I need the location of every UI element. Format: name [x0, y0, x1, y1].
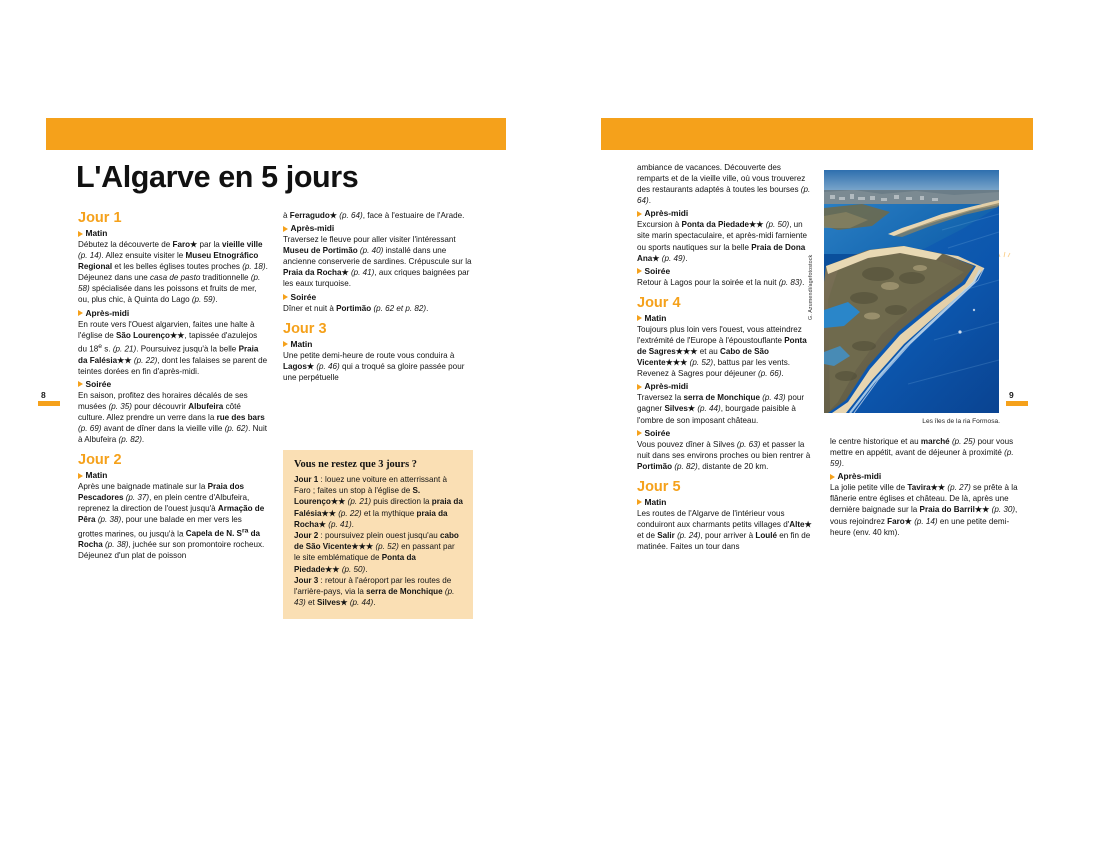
slot-soiree-day4	[637, 428, 812, 439]
slot-label: Après-midi	[644, 381, 689, 392]
triangle-bullet-icon	[830, 474, 835, 480]
day2-matin-text: Après une baignade matinale sur la Praia dos Pescadores (p. 37), en plein centre d'Albufeira, reprenez la direction de l'ouest jusqu'à Armação de Pêra (p. 38), pour une balade en mer vers les grottes marines, ou jusqu'à la Capela de N. $S^{ra}$ da Rocha (p. 38), juchée sur son promontoire rocheux. Déjeunez d'un plat de poisson	[78, 482, 265, 561]
slot-label: Matin	[290, 338, 313, 349]
slot-soiree-day3	[637, 266, 812, 277]
folio-right-rule	[1006, 401, 1028, 406]
photo-caption: Les îles de la ria Formosa.	[922, 418, 1000, 425]
slot-label: Soirée	[644, 265, 671, 276]
triangle-bullet-icon	[78, 310, 83, 316]
triangle-bullet-icon	[283, 341, 288, 347]
ria-formosa-photo	[824, 170, 999, 413]
left-column-two	[283, 210, 473, 383]
day-1-heading: Jour 1	[78, 210, 122, 226]
slot-label: Soirée	[644, 427, 671, 438]
day-4-heading: Jour 4	[637, 294, 681, 311]
slot-label: Matin	[644, 312, 667, 323]
slot-label: Après-midi	[290, 223, 335, 234]
triangle-bullet-icon	[637, 499, 642, 505]
day4-soiree-text: Vous pouvez dîner à Silves (p. 63) et passer la nuit dans ses environs proches ou bien rentrer à Portimão (p. 82), distante de 20 km.	[637, 439, 811, 471]
photo-credit: G. Azumendi/agefotostock	[808, 254, 814, 320]
triangle-bullet-icon	[78, 231, 83, 237]
triangle-bullet-icon	[637, 211, 642, 217]
triangle-bullet-icon	[283, 294, 288, 300]
day4-matin-text: Toujours plus loin vers l'ouest, vous atteindrez l'extrémité de l'Europe à l'époustouflante Ponta de Sagres★★★ et au Cabo de São Vicente★★★ (p. 52), battus par les vents. Revenez à Sagres pour déjeuner (p. 66).	[637, 324, 807, 379]
slot-label: Après-midi	[837, 471, 882, 482]
day-2-heading: Jour 2	[78, 452, 122, 469]
three-days-callout-box	[283, 450, 473, 619]
day4-apres-midi-text: Traversez la serra de Monchique (p. 43) pour gagner Silves★ (p. 44), bourgade paisible à l'ombre de son imposant château.	[637, 393, 805, 425]
callout-title: Vous ne restez que 3 jours ?	[294, 459, 417, 470]
slot-matin-day4	[637, 313, 812, 324]
triangle-bullet-icon	[78, 381, 83, 387]
day2-apres-midi-text: Traversez le fleuve pour aller visiter l'intéressant Museu de Portimão (p. 40) installé dans une ancienne conserverie de sardines. Crépuscule sur la Praia da Rocha★ (p. 41), aux criques baignées par les eaux turquoise.	[283, 235, 472, 289]
day5-apres-midi-text: La jolie petite ville de Tavira★★ (p. 27) se prête à la flânerie entre églises et château. De là, après une dernière baignade sur la Praia do Barril★★ (p. 30), vous rejoindrez Faro★ (p. 14) en une petite demi-heure (env. 40 km).	[830, 483, 1018, 537]
folio-right: 9	[1009, 390, 1014, 400]
triangle-bullet-icon	[637, 384, 642, 390]
day-3-heading: Jour 3	[283, 320, 327, 337]
day1-matin-text: Débutez la découverte de Faro★ par la vieille ville (p. 14). Allez ensuite visiter le Museu Etnográfico Regional et les belles églises toutes proches (p. 18). Déjeunez dans une casa de pasto traditionnelle (p. 58) spécialisée dans les poissons et fruits de mer, ou, plus chic, à Quinta do Lago (p. 59).	[78, 240, 268, 305]
day2-soiree-text: Dîner et nuit à Portimão (p. 62 et p. 82).	[283, 303, 429, 313]
slot-label: Matin	[85, 470, 108, 481]
slot-label: Après-midi	[85, 307, 130, 318]
day-5-heading: Jour 5	[637, 478, 681, 495]
right-column-one	[637, 162, 812, 552]
day1-apres-midi-text: En route vers l'Ouest algarvien, faites une halte à l'église de São Lourenço★★, tapissée d'azulejos du 18e s. (p. 21). Poursuivez jusqu'à la belle Praia da Falésia★★ (p. 22), dont les falaises se parent de teintes dorées en fin d'après-midi.	[78, 319, 268, 376]
slot-label: Soirée	[290, 291, 317, 302]
slot-matin-day5	[637, 497, 812, 508]
right-column-two	[830, 436, 1025, 538]
slot-label: Matin	[644, 496, 667, 507]
folio-left-rule	[38, 401, 60, 406]
left-header-bar	[46, 118, 506, 150]
day3-soiree-text: Retour à Lagos pour la soirée et la nuit (p. 83).	[637, 277, 805, 287]
left-column-one	[78, 210, 268, 562]
slot-label: Matin	[85, 228, 108, 238]
callout-day3: Jour 3 : retour à l'aéroport par les routes de l'arrière-pays, via la serra de Monchique (p. 43) et Silves★ (p. 44).	[294, 575, 455, 608]
slot-label: Soirée	[85, 378, 112, 389]
page-title: L'Algarve en 5 jours	[76, 160, 359, 194]
day3-matin-continued-text: ambiance de vacances. Découverte des remparts et de la vieille ville, où vous trouverez des restaurants adaptés à toutes les bourses (p. 64).	[637, 163, 811, 206]
folio-left: 8	[41, 390, 46, 400]
triangle-bullet-icon	[78, 473, 83, 479]
slot-apres-midi-day4	[637, 381, 812, 392]
slot-apres-midi-day2	[283, 223, 473, 234]
day5-matin-continued-text: le centre historique et au marché (p. 25) pour vous mettre en appétit, avant de déjeuner à proximité (p. 59).	[830, 437, 1014, 469]
triangle-bullet-icon	[637, 430, 642, 436]
triangle-bullet-icon	[637, 315, 642, 321]
callout-day2: Jour 2 : poursuivez plein ouest jusqu'au cabo de São Vicente★★★ (p. 52) en passant par le site emblématique de Ponta da Piedade★★ (p. 50).	[294, 531, 459, 574]
slot-apres-midi-day5	[830, 471, 1025, 482]
slot-label: Après-midi	[644, 208, 689, 219]
day5-matin-text: Les routes de l'Algarve de l'intérieur vous conduiront aux charmants petits villages d'Alte★ et de Salir (p. 24), pour arriver à Loulé en fin de matinée. Faites un tour dans	[637, 508, 812, 552]
slot-matin-day2	[78, 470, 268, 481]
callout-day1: Jour 1 : louez une voiture en atterrissant à Faro ; faites un stop à l'église de S. Lourenço★★ (p. 21) puis direction la praia da Falésia★★ (p. 22) et la mythique praia da Rocha★ (p. 41).	[294, 475, 463, 529]
day1-soiree-text: En saison, profitez des horaires décalés de ses musées (p. 35) pour découvrir Albufeira côté culture. Allez prendre un verre dans la rue des bars (p. 69) avant de dîner dans la vieille ville (p. 62). Nuit à Albufeira (p. 82).	[78, 390, 267, 445]
day3-matin-text: Une petite demi-heure de route vous conduira à Lagos★ (p. 46) qui a troqué sa gloire passée pour une perpétuelle	[283, 350, 465, 382]
slot-soiree-day1	[78, 379, 268, 390]
right-header-bar	[601, 118, 1033, 150]
slot-apres-midi-day3	[637, 208, 812, 219]
slot-matin-day1	[78, 228, 268, 239]
day2-matin-continued-text: à Ferragudo★ (p. 64), face à l'estuaire de l'Arade.	[283, 211, 465, 220]
slot-apres-midi-day1	[78, 308, 268, 319]
day3-apres-midi-text: Excursion à Ponta da Piedade★★ (p. 50), un site marin spectaculaire, et après-midi farniente ou sports nautiques sur la belle Praia de Dona Ana★ (p. 49).	[637, 220, 808, 263]
triangle-bullet-icon	[637, 268, 642, 274]
slot-matin-day3	[283, 339, 473, 350]
slot-soiree-day2	[283, 292, 473, 303]
triangle-bullet-icon	[283, 226, 288, 232]
